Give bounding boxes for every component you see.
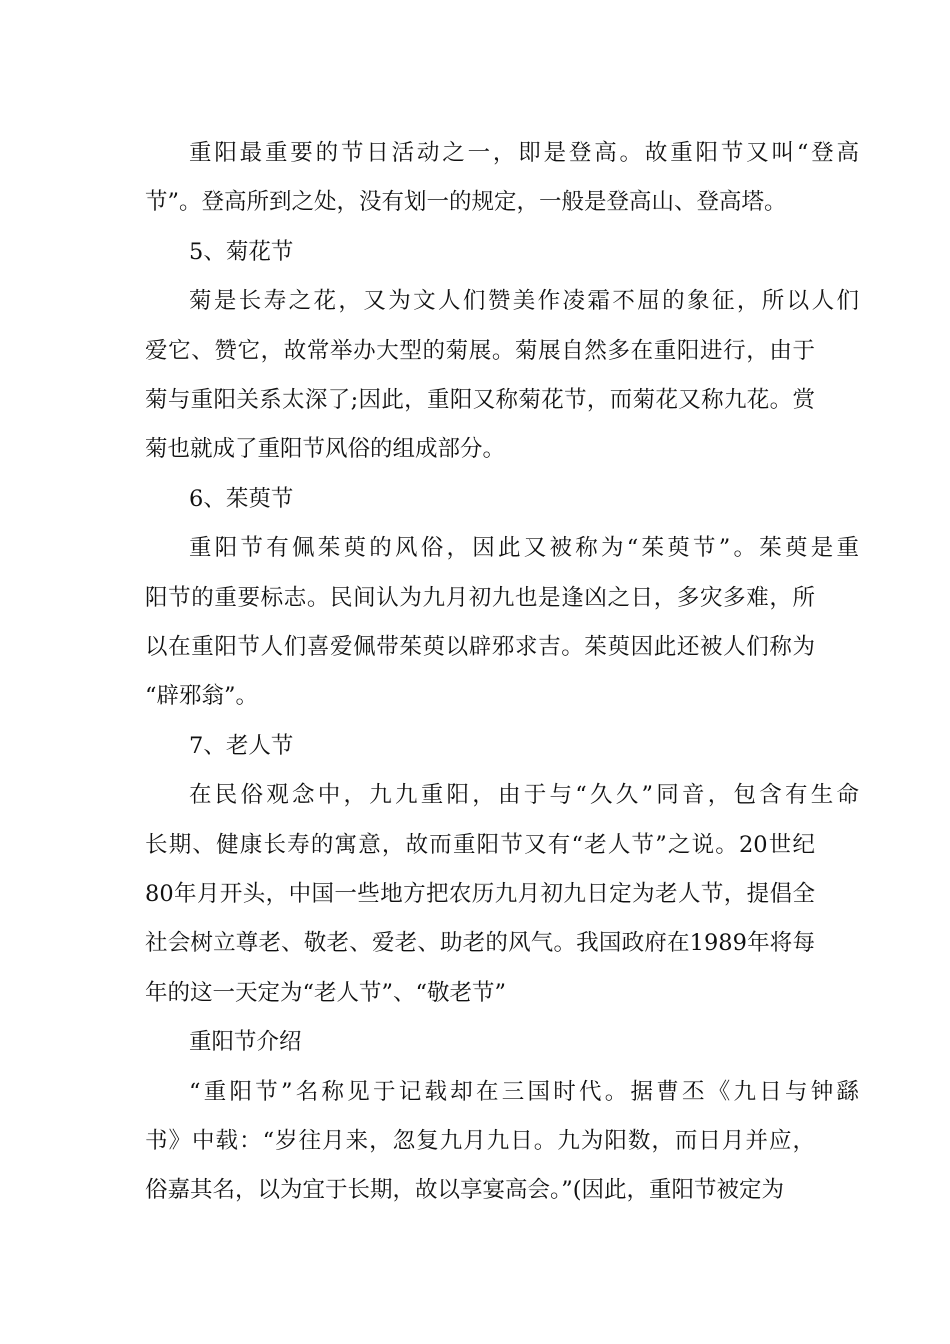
text-line: 在民俗观念中，九九重阳，由于与“久久”同音，包含有生命 <box>189 782 859 808</box>
text-line: 爱它、赞它，故常举办大型的菊展。菊展自然多在重阳进行，由于 <box>145 338 815 364</box>
text-line: 菊也就成了重阳节风俗的组成部分。 <box>145 436 506 462</box>
text-line: 重阳最重要的节日活动之一，即是登高。故重阳节又叫“登高 <box>189 140 859 166</box>
text-line: 以在重阳节人们喜爱佩带茱萸以辟邪求吉。茱萸因此还被人们称为 <box>145 634 815 660</box>
text-line: 菊是长寿之花，又为文人们赞美作凌霜不屈的象征，所以人们 <box>189 288 859 314</box>
text-line: 重阳节有佩茱萸的风俗，因此又被称为“茱萸节”。茱萸是重 <box>189 535 859 561</box>
text-line: 俗嘉其名，以为宜于长期，故以享宴高会。”(因此，重阳节被定为 <box>145 1177 785 1203</box>
text-line: 6、茱萸节 <box>189 486 294 512</box>
text-line: 书》中载：“岁往月来，忽复九月九日。九为阳数，而日月并应， <box>145 1128 815 1154</box>
text-line: 长期、健康长寿的寓意，故而重阳节又有“老人节”之说。20世纪 <box>145 832 815 858</box>
text-line: 年的这一天定为“老人节”、“敬老节” <box>145 980 507 1006</box>
text-line: 节”。登高所到之处，没有划一的规定，一般是登高山、登高塔。 <box>145 189 787 215</box>
text-line: 菊与重阳关系太深了;因此，重阳又称菊花节，而菊花又称九花。赏 <box>145 387 815 413</box>
text-line: 重阳节介绍 <box>189 1029 302 1055</box>
text-line: 80年月开头，中国一些地方把农历九月初九日定为老人节，提倡全 <box>145 881 815 907</box>
text-line: “辟邪翁”。 <box>145 683 259 709</box>
text-line: 5、菊花节 <box>189 239 294 265</box>
text-line: 阳节的重要标志。民间认为九月初九也是逢凶之日，多灾多难，所 <box>145 585 815 611</box>
text-line: 7、老人节 <box>189 733 294 759</box>
text-line: “重阳节”名称见于记载却在三国时代。据曹丕《九日与钟繇 <box>189 1079 859 1105</box>
text-line: 社会树立尊老、敬老、爱老、助老的风气。我国政府在1989年将每 <box>145 930 815 956</box>
